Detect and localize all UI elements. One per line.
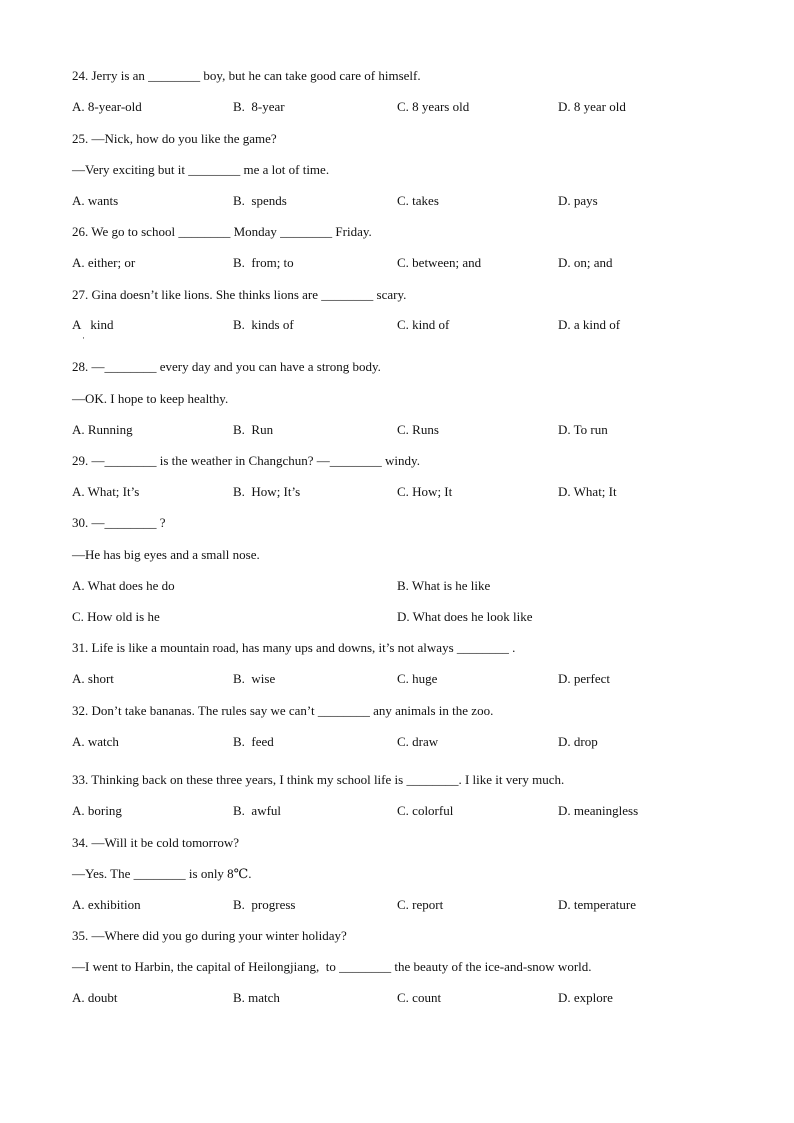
- question-32-option-b: B. feed: [233, 734, 274, 749]
- question-26-stem: 26. We go to school ________ Monday ________ Friday.: [72, 224, 372, 239]
- question-30-option-a: A. What does he do: [72, 578, 175, 593]
- question-26-option-a: A. either; or: [72, 255, 136, 270]
- question-27-stem: 27. Gina doesn’t like lions. She thinks lions are ________ scary.: [72, 287, 407, 302]
- question-28-option-b: B. Run: [233, 422, 274, 437]
- question-34-option-b: B. progress: [233, 897, 296, 912]
- question-31-option-a: A. short: [72, 671, 114, 686]
- question-24-option-b: B. 8-year: [233, 99, 285, 114]
- question-27-option-d: D. a kind of: [558, 317, 621, 332]
- question-27-option-c: C. kind of: [397, 317, 450, 332]
- question-33-option-d: D. meaningless: [558, 803, 639, 818]
- question-30-stem: 30. —________ ?: [72, 515, 166, 530]
- question-30-stem-line-2: —He has big eyes and a small nose.: [72, 547, 260, 562]
- question-28-option-c: C. Runs: [397, 422, 439, 437]
- question-27-option-a: A kind: [72, 317, 114, 332]
- question-35-option-d: D. explore: [558, 990, 613, 1005]
- question-28-stem: 28. —________ every day and you can have a strong body.: [72, 359, 381, 374]
- question-31-option-c: C. huge: [397, 671, 438, 686]
- question-35-option-a: A. doubt: [72, 990, 118, 1005]
- question-33-option-c: C. colorful: [397, 803, 454, 818]
- question-33-stem: 33. Thinking back on these three years, I think my school life is ________. I like it very much.: [72, 772, 565, 787]
- question-24-stem: 24. Jerry is an ________ boy, but he can take good care of himself.: [72, 68, 421, 83]
- question-30-option-b: B. What is he like: [397, 578, 491, 593]
- question-32-option-c: C. draw: [397, 734, 439, 749]
- question-35-option-b: B. match: [233, 990, 280, 1005]
- question-25-stem: 25. —Nick, how do you like the game?: [72, 131, 277, 146]
- question-35-stem: 35. —Where did you go during your winter holiday?: [72, 928, 347, 943]
- question-34-option-c: C. report: [397, 897, 444, 912]
- question-28-option-a: A. Running: [72, 422, 133, 437]
- question-25-stem-line-2: —Very exciting but it ________ me a lot of time.: [72, 162, 330, 177]
- question-34-option-a: A. exhibition: [72, 897, 141, 912]
- stray-dot-mark: ·: [82, 333, 85, 343]
- question-35-option-c: C. count: [397, 990, 442, 1005]
- question-31-option-d: D. perfect: [558, 671, 610, 686]
- question-33-option-a: A. boring: [72, 803, 122, 818]
- question-29-option-b: B. How; It’s: [233, 484, 301, 499]
- question-29-option-d: D. What; It: [558, 484, 617, 499]
- question-28-option-d: D. To run: [558, 422, 608, 437]
- question-32-option-a: A. watch: [72, 734, 119, 749]
- question-30-option-c: C. How old is he: [72, 609, 160, 624]
- question-29-option-a: A. What; It’s: [72, 484, 140, 499]
- question-32-option-d: D. drop: [558, 734, 598, 749]
- question-28-stem-line-2: —OK. I hope to keep healthy.: [72, 391, 229, 406]
- question-25-option-c: C. takes: [397, 193, 439, 208]
- question-34-option-d: D. temperature: [558, 897, 636, 912]
- question-26-option-d: D. on; and: [558, 255, 613, 270]
- question-27-option-b: B. kinds of: [233, 317, 294, 332]
- question-24-option-d: D. 8 year old: [558, 99, 626, 114]
- question-29-option-c: C. How; It: [397, 484, 453, 499]
- question-25-option-d: D. pays: [558, 193, 598, 208]
- question-31-stem: 31. Life is like a mountain road, has many ups and downs, it’s not always ________ .: [72, 640, 516, 655]
- question-30-option-d: D. What does he look like: [397, 609, 533, 624]
- question-34-stem-line-2: —Yes. The ________ is only 8℃.: [72, 866, 252, 881]
- question-32-stem: 32. Don’t take bananas. The rules say we can’t ________ any animals in the zoo.: [72, 703, 494, 718]
- question-26-option-c: C. between; and: [397, 255, 482, 270]
- question-29-stem: 29. —________ is the weather in Changchun? —________ windy.: [72, 453, 420, 468]
- question-24-option-a: A. 8-year-old: [72, 99, 142, 114]
- question-25-option-b: B. spends: [233, 193, 287, 208]
- question-31-option-b: B. wise: [233, 671, 276, 686]
- question-25-option-a: A. wants: [72, 193, 119, 208]
- question-26-option-b: B. from; to: [233, 255, 294, 270]
- question-35-stem-line-2: —I went to Harbin, the capital of Heilongjiang, to ________ the beauty of the ice-and-snow world.: [72, 959, 592, 974]
- question-34-stem: 34. —Will it be cold tomorrow?: [72, 835, 240, 850]
- question-33-option-b: B. awful: [233, 803, 282, 818]
- question-24-option-c: C. 8 years old: [397, 99, 470, 114]
